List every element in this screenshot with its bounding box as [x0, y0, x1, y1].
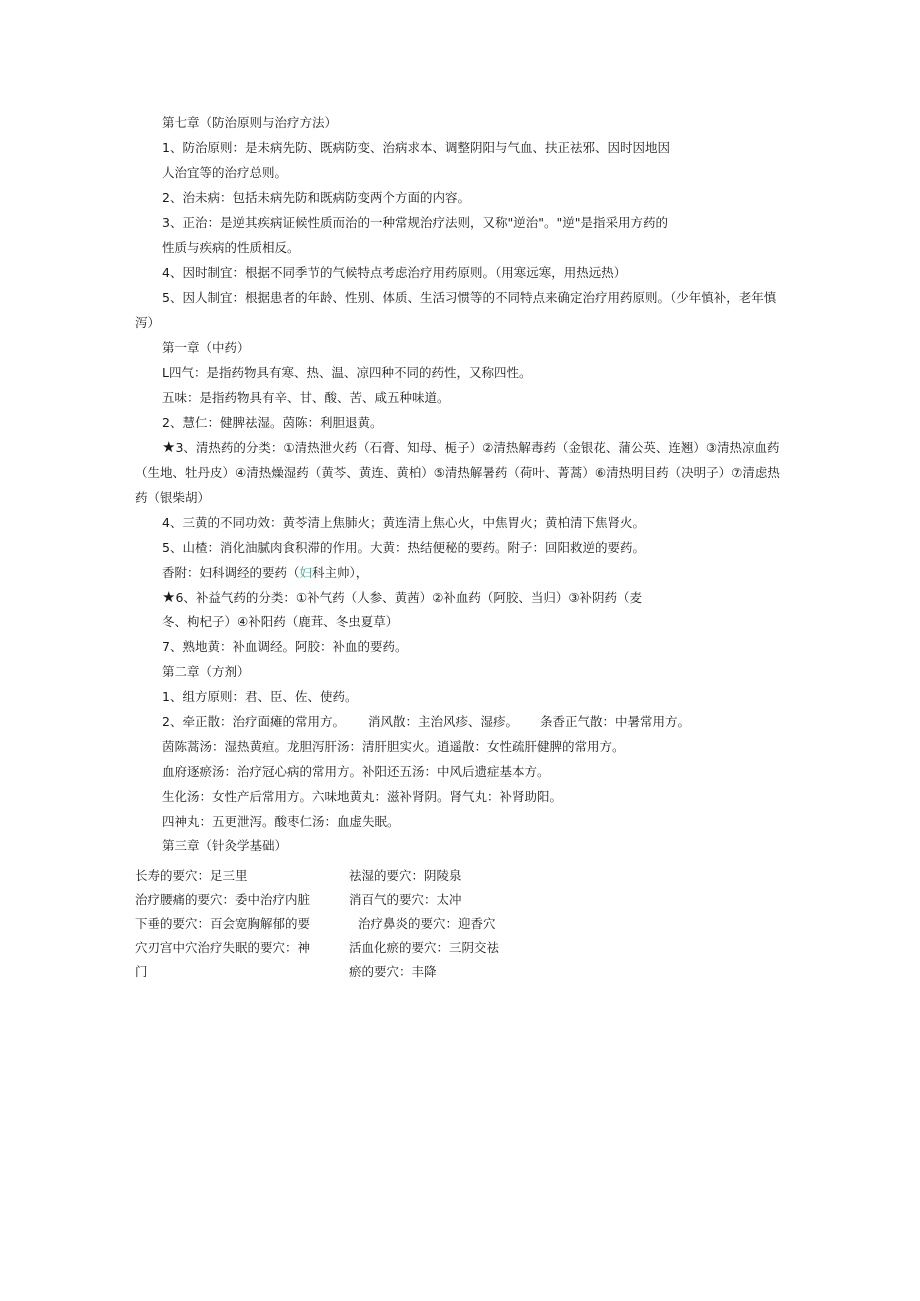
ch3-right-line-5: 瘀的要穴：丰降 [349, 964, 437, 979]
ch3-left-line-4: 穴刃宫中穴治疗失眠的要穴：神 [135, 940, 311, 955]
ch2-item-2c: 条香正气散：中暑常用方。 [540, 714, 691, 729]
ch7-item-3: 3、正治：是逆其疾病证候性质而治的一种常规治疗法则，又称"逆治"。"逆"是指采用方药的 [162, 215, 668, 230]
ch1-item-6-text: 6、补益气药的分类：①补气药（人参、黄茜）②补血药（阿胶、当归）③补阴药（麦 [175, 590, 643, 605]
ch2-item-2a: 2、牵正散：治疗面瘫的常用方。 [162, 714, 345, 729]
ch3-right-line-1: 祛湿的要穴：阴陵泉 [349, 868, 462, 883]
star-icon: ★ [162, 588, 176, 606]
ch1-item-5b-post: 科主帅）， [312, 565, 369, 580]
ch3-right-line-4: 活血化瘀的要穴：三阴交祛 [349, 940, 500, 955]
ch3-left-line-2: 治疗腰痛的要穴：委中治疗内脏 [135, 892, 311, 907]
chapter-3-heading: 第三章（针灸学基础） [162, 838, 288, 853]
ch1-item-1b: 五味：是指药物具有辛、甘、酸、苦、咸五种味道。 [162, 390, 450, 405]
ch7-item-1: 1、防治原则：是未病先防、既病防变、治病求本、调整阴阳与气血、扶正祛邪、因时因地因 [162, 140, 670, 155]
ch1-item-7: 7、熟地黄：补血调经。阿胶：补血的要药。 [162, 639, 408, 654]
ch1-item-5: 5、山楂：消化油腻肉食积滞的作用。大黄：热结便秘的要药。附子：回阳救逆的要药。 [162, 540, 645, 555]
ch2-item-4: 血府逐瘀汤：治疗冠心病的常用方。补阳还五汤：中风后遗症基本方。 [162, 764, 550, 779]
ch1-item-1: L四气：是指药物具有寒、热、温、凉四种不同的药性，又称四性。 [162, 365, 532, 380]
ch7-item-5 [135, 285, 785, 335]
chapter-7-heading: 第七章（防治原则与治疗方法） [162, 115, 338, 130]
ch7-item-5-text: 5、因人制宜：根据患者的年龄、性别、体质、生活习惯等的不同特点来确定治疗用药原则。（少年慎补，老年慎泻） [135, 290, 777, 330]
ch1-item-6-cont: 冬、枸杞子）④补阳药（鹿茸、冬虫夏草） [162, 614, 399, 629]
ch2-item-5: 生化汤：女性产后常用方。六味地黄丸：滋补肾阴。肾气丸：补肾助阳。 [162, 789, 563, 804]
chapter-2-heading: 第二章（方剂） [162, 664, 250, 679]
ch2-item-1: 1、组方原则：君、臣、佐、使药。 [162, 689, 358, 704]
ch2-item-6: 四神丸：五更泄泻。酸枣仁汤：血虚失眠。 [162, 814, 400, 829]
ch1-item-5b-pre: 香附：妇科调经的要药（ [162, 565, 300, 580]
ch3-left-line-5: 门 [135, 964, 148, 979]
ch1-item-4: 4、三黄的不同功效：黄苓清上焦肺火；黄连清上焦心火，中焦胃火；黄柏清下焦肾火。 [162, 515, 645, 530]
ch3-right-line-3: 治疗鼻炎的要穴：迎香穴 [358, 916, 496, 931]
ch2-item-2b: 消风散：主治风疹、湿疹。 [368, 714, 519, 729]
ch1-item-3-text: 3、清热药的分类：①清热泄火药（石膏、知母、栀子）②清热解毒药（金银花、蒲公英、连翘）③清热凉血药（生地、牡丹皮）④清热燥湿药（黄芩、黄连、黄柏）⑤清热解暑药（荷叶、菁蒿）⑥清热明目药（决明子）⑦清虑热药（银柴胡） [135, 440, 780, 505]
ch1-item-5b-highlight: 妇 [299, 565, 313, 580]
chapter-1-heading: 第一章（中药） [162, 340, 250, 355]
ch1-item-6 [162, 589, 642, 606]
ch7-item-2: 2、治未病：包括未病先防和既病防变两个方面的内容。 [162, 190, 470, 205]
ch7-item-3-cont: 性质与疾病的性质相反。 [162, 240, 300, 255]
ch3-right-line-2: 消百气的要穴：太冲 [349, 892, 462, 907]
ch1-item-3 [135, 435, 785, 510]
ch7-item-4: 4、因时制宜：根据不同季节的气候特点考虑治疗用药原则。（用寒远寒，用热远热） [162, 265, 627, 280]
star-icon: ★ [162, 438, 176, 456]
ch1-item-2: 2、慧仁：健脾祛湿。茵陈：利胆退黄。 [162, 415, 383, 430]
ch3-left-line-1: 长寿的要穴：足三里 [135, 868, 248, 883]
ch2-item-3: 茵陈蒿汤：湿热黄疸。龙胆泻肝汤：清肝胆实火。逍遥散：女性疏肝健脾的常用方。 [162, 739, 625, 754]
ch7-item-1-cont: 人治宜等的治疗总则。 [162, 165, 288, 180]
ch1-item-5b [162, 565, 368, 581]
ch3-left-line-3: 下垂的要穴：百会宽胸解郁的要 [135, 916, 311, 931]
